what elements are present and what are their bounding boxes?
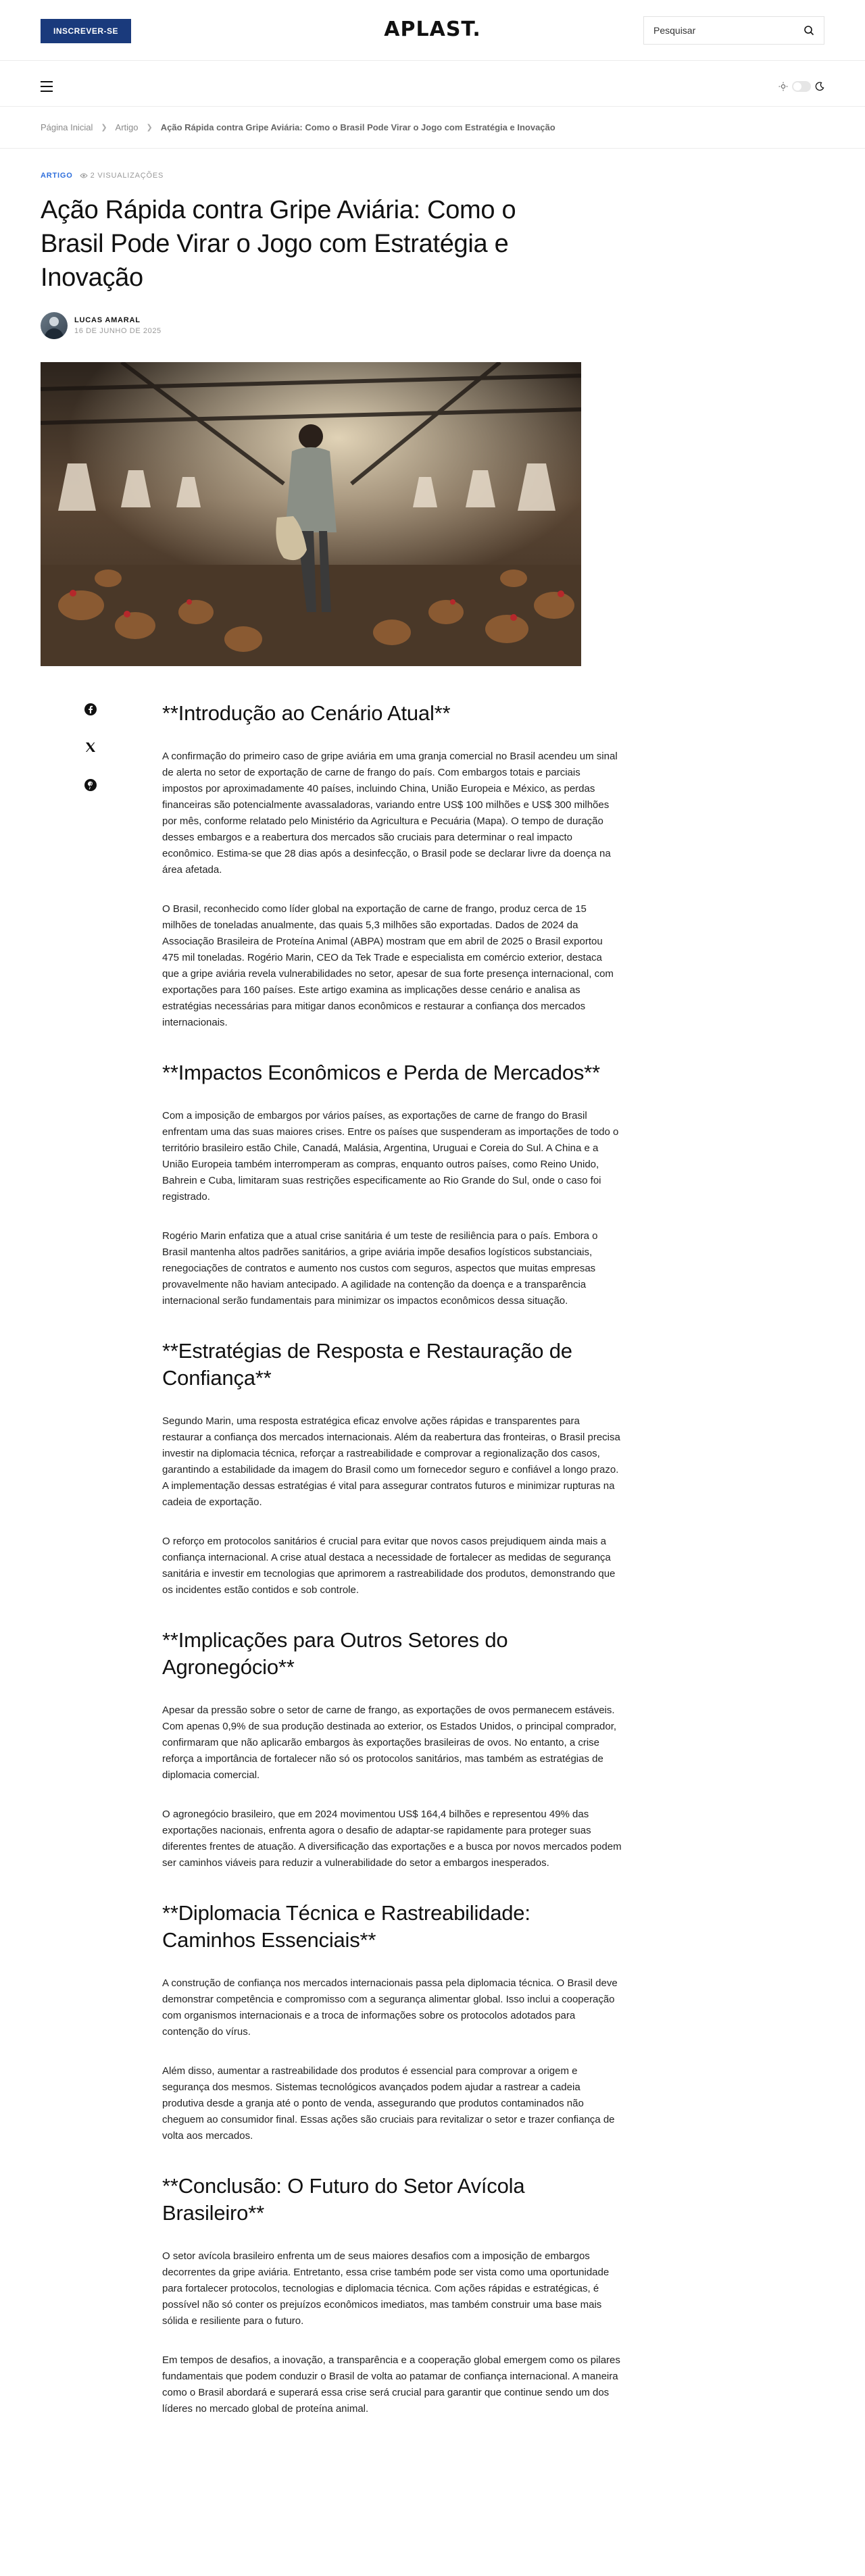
eye-icon	[80, 172, 88, 179]
paragraph: Segundo Marin, uma resposta estratégica eficaz envolve ações rápidas e transparentes para restaurar a confiança dos mercados internacionais. Além da reabertura das fronteiras, o Brasil precisa investir na diplomacia técnica, reforçar a rastreabilidade e comprovar a regionalização dos casos, garantindo a estabilidade da imagem do Brasil como um fornecedor seguro e confiável a longo prazo. A implementação dessas estratégias é vital para assegurar contratos futuros e minimizar rupturas na cadeia de exportação.	[162, 1415, 620, 1508]
section-diplomacy	[162, 1900, 622, 2144]
section-heading: **Estratégias de Resposta e Restauração de Confiança**	[162, 1339, 572, 1390]
paragraph: A construção de confiança nos mercados internacionais passa pela diplomacia técnica. O Brasil deve demonstrar competência e compromisso com a segurança alimentar global. Isso inclui a cooperação com organismos internacionais e a troca de informações sobre os protocolos adotados para contenção do vírus.	[162, 1977, 618, 2038]
sun-icon	[778, 82, 788, 91]
section-heading: **Introdução ao Cenário Atual**	[162, 701, 451, 725]
paragraph: Apesar da pressão sobre o setor de carne de frango, as exportações de ovos permanecem estáveis. Com apenas 0,9% de sua produção destinada ao exterior, os Estados Unidos, o principal comprador, confirmaram que não aplicarão embargos às exportações brasileiras de ovos. No entanto, a crise reforça a importância de fortalecer não só os protocolos sanitários, mas também as estratégias de diplomacia comercial.	[162, 1704, 617, 1781]
breadcrumb	[0, 107, 865, 149]
search-input[interactable]: Pesquisar	[653, 25, 696, 36]
chevron-right-icon: ❯	[146, 124, 153, 132]
featured-image	[41, 362, 581, 666]
breadcrumb-current: Ação Rápida contra Gripe Aviária: Como o Brasil Pode Virar o Jogo com Estratégia e Inovação	[160, 122, 555, 132]
chevron-right-icon: ❯	[101, 124, 107, 132]
section-agribusiness	[162, 1627, 622, 1871]
section-heading: **Impactos Econômicos e Perda de Mercados**	[162, 1061, 600, 1084]
facebook-icon[interactable]	[81, 700, 100, 719]
section-heading: **Implicações para Outros Setores do Agronegócio**	[162, 1628, 508, 1679]
paragraph: O setor avícola brasileiro enfrenta um de seus maiores desafios com a imposição de embargos decorrentes da gripe aviária. Entretanto, essa crise também pode ser vista como uma oportunidade para fortalecer protocolos, tecnologias e diplomacia técnica. Com ações rápidas e estratégicas, é possível não só conter os prejuízos econômicos imediatos, mas também construir uma base mais sólida e resiliente para o futuro.	[162, 2250, 610, 2327]
pinterest-icon[interactable]	[81, 776, 100, 794]
paragraph: A confirmação do primeiro caso de gripe aviária em uma granja comercial no Brasil acendeu um sinal de alerta no setor de exportação de carne de frango do país. Com embargos totais e parciais impostos por aproximadamente 40 países, incluindo China, União Europeia e México, as perdas financeiras são potencialmente avassaladoras, variando entre US$ 100 milhões e US$ 300 milhões por mês, conforme relatado pelo Ministério da Agricultura e Pecuária (Mapa). O tempo de duração desses embargos e a reabertura dos mercados são cruciais para determinar o real impacto econômico. Estima-se que 28 dias após a desinfecção, o Brasil pode se declarar livre da doença na área afetada.	[162, 751, 618, 876]
x-icon[interactable]	[81, 738, 100, 757]
dark-mode-toggle[interactable]	[792, 81, 811, 92]
site-logo[interactable]: APLAST.	[384, 18, 481, 41]
search-box[interactable]	[643, 16, 824, 45]
paragraph: O agronegócio brasileiro, que em 2024 movimentou US$ 164,4 bilhões e representou 49% das exportações nacionais, enfrenta agora o desafio de adaptar-se rapidamente para proteger suas diferentes frentes de atuação. A diversificação das exportações e a busca por novos mercados podem ser caminhos viáveis para reduzir a vulnerabilidade do setor a embargos inesperados.	[162, 1809, 622, 1869]
section-response-strategies	[162, 1338, 622, 1598]
article-content	[162, 700, 622, 2417]
search-icon[interactable]	[804, 25, 814, 36]
top-header	[0, 0, 865, 61]
page-title: Ação Rápida contra Gripe Aviária: Como o Brasil Pode Virar o Jogo com Estratégia e Inovação	[41, 196, 516, 292]
paragraph: O Brasil, reconhecido como líder global na exportação de carne de frango, produz cerca de 15 milhões de toneladas anualmente, das quais 5,3 milhões são exportadas. Dados de 2024 da Associação Brasileira de Proteína Animal (ABPA) mostram que em abril de 2025 o Brasil exportou 475 mil toneladas. Rogério Marin, CEO da Tek Trade e especialista em comércio exterior, destaca que a gripe aviária revela vulnerabilidades no setor, apesar de sua forte presença internacional, com exportações para 160 países. Este artigo examina as implicações desse cenário e analisa as estratégias necessárias para mitigar danos econômicos e restaurar a confiança dos mercados internacionais.	[162, 903, 614, 1028]
views-count	[80, 172, 164, 180]
subscribe-button[interactable]: INSCREVER-SE	[41, 19, 131, 43]
category-badge[interactable]: ARTIGO	[41, 172, 73, 180]
section-heading: **Conclusão: O Futuro do Setor Avícola Brasileiro**	[162, 2174, 525, 2225]
paragraph: Com a imposição de embargos por vários países, as exportações de carne de frango do Brasil enfrentam uma das suas maiores crises. Entre os países que suspenderam as importações de todo o território brasileiro estão Chile, Canadá, Malásia, Argentina, Uruguai e Coreia do Sul. A China e a União Europeia também interromperam as compras, enquanto outros países, como Reino Unido, Bahrein e Cuba, limitaram suas restrições especificamente ao Rio Grande do Sul, onde o caso foi registrado.	[162, 1110, 619, 1203]
article	[0, 172, 622, 2417]
section-economic-impacts	[162, 1059, 622, 1309]
publish-date: 16 DE JUNHO DE 2025	[74, 327, 162, 335]
author-block	[41, 312, 622, 339]
author-name[interactable]: LUCAS AMARAL	[74, 316, 141, 324]
theme-switcher[interactable]	[778, 81, 824, 92]
section-conclusion	[162, 2173, 622, 2417]
avatar[interactable]	[41, 312, 68, 339]
breadcrumb-article[interactable]: Artigo	[115, 122, 139, 132]
paragraph: Além disso, aumentar a rastreabilidade dos produtos é essencial para comprovar a origem e segurança dos mesmos. Sistemas tecnológicos avançados podem ajudar a rastrear a cadeia produtiva desde a granja até o ponto de venda, assegurando que produtos contaminados não cheguem ao consumidor final. Essas ações são cruciais para revitalizar o setor e trazer confiança de volta aos mercados.	[162, 2065, 615, 2142]
section-heading: **Diplomacia Técnica e Rastreabilidade: Caminhos Essenciais**	[162, 1901, 530, 1952]
article-body	[41, 700, 622, 2417]
nav-bar	[0, 69, 865, 107]
moon-icon	[815, 82, 824, 91]
paragraph: Em tempos de desafios, a inovação, a transparência e a cooperação global emergem como os pilares fundamentais que podem conduzir o Brasil de volta ao patamar de confiança internacional. A maneira como o Brasil abordará e superará essa crise será crucial para garantir que continue sendo um dos líderes no mercado global de proteína animal.	[162, 2354, 620, 2415]
menu-icon[interactable]	[41, 81, 53, 92]
paragraph: Rogério Marin enfatiza que a atual crise sanitária é um teste de resiliência para o país. Embora o Brasil mantenha altos padrões sanitários, a gripe aviária impõe desafios logísticos substanciais, renegociações de contratos e aumento nos custos com seguros, aspectos que muitas empresas provavelmente não haviam antecipado. A agilidade na contenção da doença e a transparência internacional serão fundamentais para minimizar os impactos econômicos dessa situação.	[162, 1230, 598, 1307]
paragraph: O reforço em protocolos sanitários é crucial para evitar que novos casos prejudiquem ainda mais a confiança internacional. A crise atual destaca a necessidade de fortalecer as medidas de segurança sanitária e investir em tecnologias que aprimorem a rastreabilidade dos produtos, demonstrando que os incidentes estão contidos e sob controle.	[162, 1536, 616, 1596]
article-meta	[41, 172, 622, 180]
share-bar	[81, 700, 100, 794]
poultry-farm-illustration	[41, 362, 581, 666]
views-label: 2 VISUALIZAÇÕES	[90, 172, 164, 180]
breadcrumb-home[interactable]: Página Inicial	[41, 122, 93, 132]
section-intro	[162, 700, 622, 1031]
